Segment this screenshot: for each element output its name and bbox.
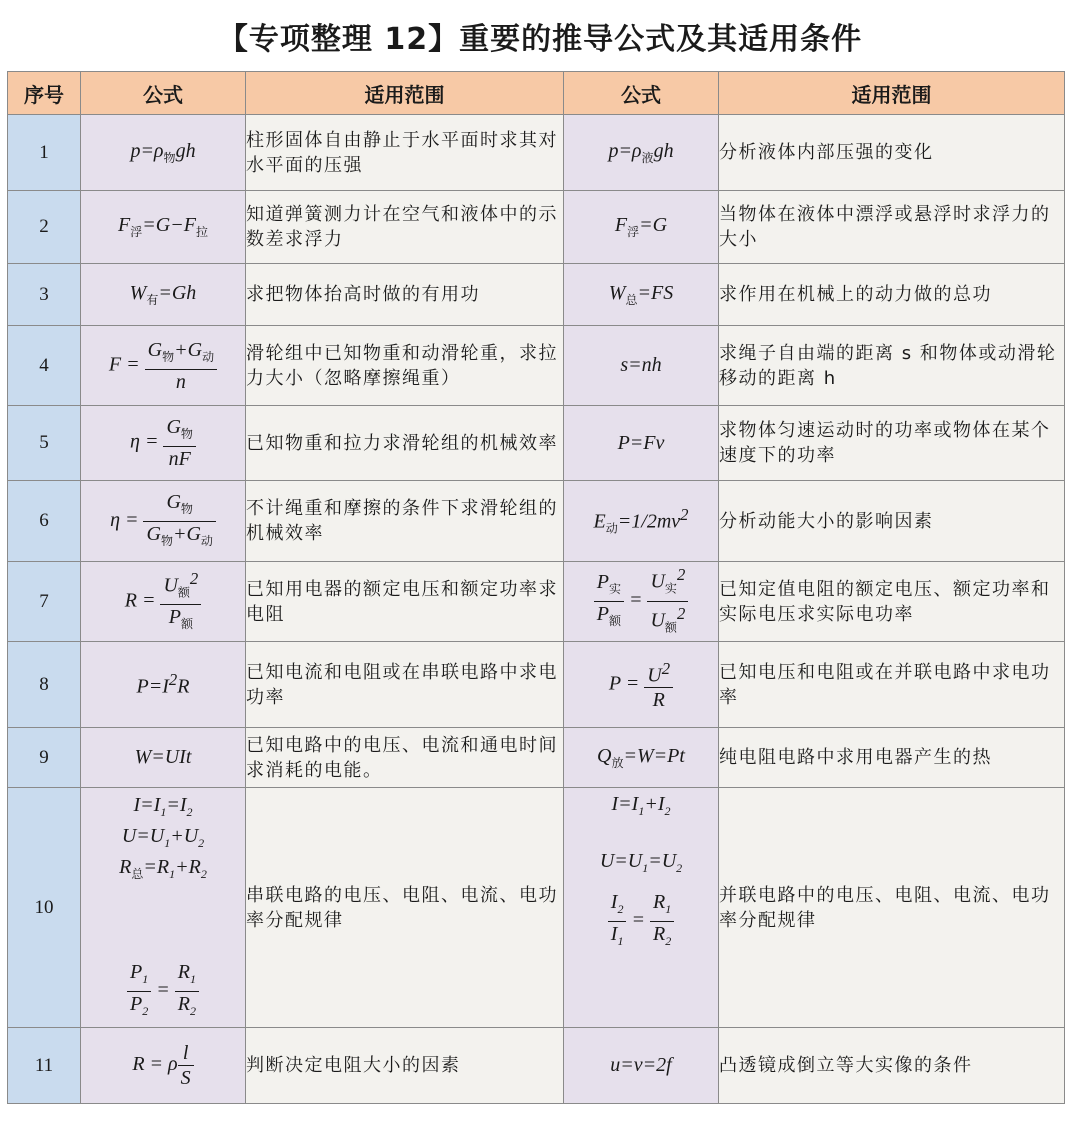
formula-cell: u=v=2f <box>564 1028 719 1104</box>
scope-cell: 分析动能大小的影响因素 <box>719 481 1065 562</box>
table-row <box>8 264 1065 326</box>
row-number: 8 <box>8 642 81 728</box>
formula-cell: $W_有=Gh$ <box>81 264 246 326</box>
formula-cell: $p=\rho_液gh$ <box>564 115 719 191</box>
formula-cell: W=UIt <box>81 728 246 788</box>
row-number: 7 <box>8 562 81 642</box>
scope-cell: 滑轮组中已知物重和动滑轮重，求拉力大小（忽略摩擦绳重） <box>246 326 564 406</box>
scope-cell: 纯电阻电路中求用电器产生的热 <box>719 728 1065 788</box>
scope-cell: 已知定值电阻的额定电压、额定功率和实际电压求实际电功率 <box>719 562 1065 642</box>
formula-cell: P=Fv <box>564 406 719 481</box>
table-row <box>8 1028 1065 1104</box>
scope-cell: 凸透镜成倒立等大实像的条件 <box>719 1028 1065 1104</box>
scope-cell: 求把物体抬高时做的有用功 <box>246 264 564 326</box>
scope-cell: 知道弹簧测力计在空气和液体中的示数差求浮力 <box>246 191 564 264</box>
scope-cell: 已知物重和拉力求滑轮组的机械效率 <box>246 406 564 481</box>
scope-cell: 已知用电器的额定电压和额定功率求电阻 <box>246 562 564 642</box>
formula-cell: $I=I_1+I_2$ $U=U_1=U_2$ $\frac{I_2}{I_1}$ = $\frac{R_1}{R_2}$ <box>564 788 719 1028</box>
header-number: 序号 <box>8 72 81 115</box>
scope-cell: 不计绳重和摩擦的条件下求滑轮组的机械效率 <box>246 481 564 562</box>
formula-cell: $p=\rho_物gh$ <box>81 115 246 191</box>
table-row <box>8 115 1065 191</box>
row-number: 11 <box>8 1028 81 1104</box>
header-scope-2: 适用范围 <box>719 72 1065 115</box>
formula-cell: s=nh <box>564 326 719 406</box>
scope-cell: 求作用在机械上的动力做的总功 <box>719 264 1065 326</box>
header-formula-2: 公式 <box>564 72 719 115</box>
row-number: 1 <box>8 115 81 191</box>
table-row <box>8 406 1065 481</box>
scope-cell: 串联电路的电压、电阻、电流、电功率分配规律 <box>246 788 564 1028</box>
scope-cell: 柱形固体自由静止于水平面时求其对水平面的压强 <box>246 115 564 191</box>
formula-cell: η = $\frac{G_物}{nF}$ <box>81 406 246 481</box>
formula-cell: η = $\frac{G_物}{G_物+G_动}$ <box>81 481 246 562</box>
formula-cell: P = $\frac{U^2}{R}$ <box>564 642 719 728</box>
formula-cell: $F_浮=G-F_拉$ <box>81 191 246 264</box>
table-row <box>8 481 1065 562</box>
formula-cell: R = $\frac{U_额^2}{P_额}$ <box>81 562 246 642</box>
row-number: 9 <box>8 728 81 788</box>
scope-cell: 求物体匀速运动时的功率或物体在某个速度下的功率 <box>719 406 1065 481</box>
scope-cell: 分析液体内部压强的变化 <box>719 115 1065 191</box>
table-row <box>8 642 1065 728</box>
row-number: 5 <box>8 406 81 481</box>
formula-table <box>7 71 1065 1104</box>
table-row <box>8 191 1065 264</box>
header-row <box>8 72 1065 115</box>
scope-cell: 判断决定电阻大小的因素 <box>246 1028 564 1104</box>
scope-cell: 已知电压和电阻或在并联电路中求电功率 <box>719 642 1065 728</box>
header-formula-1: 公式 <box>81 72 246 115</box>
row-number: 3 <box>8 264 81 326</box>
row-number: 4 <box>8 326 81 406</box>
scope-cell: 求绳子自由端的距离 s 和物体或动滑轮移动的距离 h <box>719 326 1065 406</box>
formula-cell: $F_浮=G$ <box>564 191 719 264</box>
scope-cell: 已知电路中的电压、电流和通电时间求消耗的电能。 <box>246 728 564 788</box>
table-row <box>8 326 1065 406</box>
table-row <box>8 788 1065 1028</box>
formula-cell: $I=I_1=I_2$ $U=U_1+U_2$ $R_总=R_1+R_2$ $\frac{P_1}{P_2}$ = $\frac{R_1}{R_2}$ <box>81 788 246 1028</box>
table-row <box>8 728 1065 788</box>
page-title: 【专项整理 12】重要的推导公式及其适用条件 <box>217 22 863 57</box>
header-scope-1: 适用范围 <box>246 72 564 115</box>
formula-cell: $E_动=1/2mv^2$ <box>564 481 719 562</box>
formula-cell: R = ρ $\frac{l}{S}$ <box>81 1028 246 1104</box>
row-number: 10 <box>8 788 81 1028</box>
scope-cell: 当物体在液体中漂浮或悬浮时求浮力的大小 <box>719 191 1065 264</box>
formula-cell: $\frac{P_实}{P_额}$ = $\frac{U_实^2}{U_额^2}$ <box>564 562 719 642</box>
formula-cell: $W_总=FS$ <box>564 264 719 326</box>
scope-cell: 并联电路中的电压、电阻、电流、电功率分配规律 <box>719 788 1065 1028</box>
row-number: 2 <box>8 191 81 264</box>
formula-cell: $P=I^2R$ <box>81 642 246 728</box>
formula-cell: $Q_放=W=Pt$ <box>564 728 719 788</box>
formula-cell: F = $\frac{G_物+G_动}{n}$ <box>81 326 246 406</box>
table-row <box>8 562 1065 642</box>
row-number: 6 <box>8 481 81 562</box>
scope-cell: 已知电流和电阻或在串联电路中求电功率 <box>246 642 564 728</box>
